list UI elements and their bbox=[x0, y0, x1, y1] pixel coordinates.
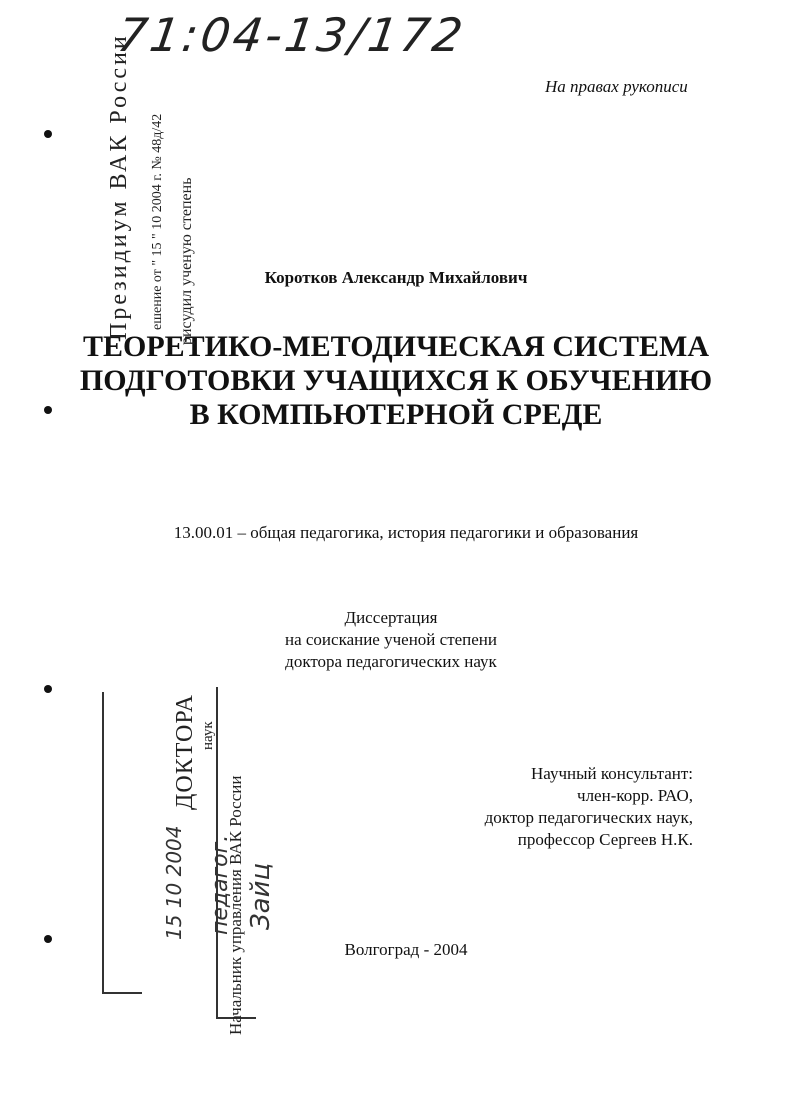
stamp-decision: ешение от " 15 " 10 2004 г. № 48д/42 bbox=[150, 113, 165, 330]
margin-bullet bbox=[44, 685, 52, 693]
dissertation-title bbox=[60, 330, 732, 432]
handwritten-signature: Зайц bbox=[246, 862, 276, 930]
stamp-head: Начальник управления ВАК России bbox=[226, 775, 245, 1035]
stamp-conferred: рисудил ученую степень bbox=[178, 177, 195, 345]
scientific-consultant bbox=[440, 763, 693, 851]
title-line: ТЕОРЕТИКО-МЕТОДИЧЕСКАЯ СИСТЕМА bbox=[82, 330, 710, 363]
rights-note: На правах рукописи bbox=[545, 77, 688, 96]
stamp-science: наук bbox=[200, 721, 216, 750]
consultant-line: член-корр. РАО, bbox=[577, 786, 693, 805]
consultant-line: Научный консультант: bbox=[531, 764, 693, 783]
degree-line: на соискание ученой степени bbox=[284, 630, 498, 649]
degree-line: Диссертация bbox=[344, 608, 438, 627]
stamp-presidium: Президиум ВАК России bbox=[106, 33, 132, 340]
archive-number: 71:04-13/172 bbox=[114, 8, 469, 62]
consultant-line: доктор педагогических наук, bbox=[484, 808, 693, 827]
degree-line: доктора педагогических наук bbox=[285, 652, 497, 671]
margin-bullet bbox=[44, 130, 52, 138]
author-name: Коротков Александр Михайлович bbox=[264, 268, 528, 287]
handwritten-field: педагог. bbox=[208, 834, 233, 935]
stamp-degree: ДОКТОРА bbox=[172, 694, 198, 810]
stamp-frame bbox=[102, 692, 104, 992]
handwritten-date: 15 10 2004 bbox=[162, 825, 186, 940]
dissertation-degree bbox=[0, 607, 782, 673]
city-year: Волгоград - 2004 bbox=[344, 940, 468, 959]
title-line: ПОДГОТОВКИ УЧАЩИХСЯ К ОБУЧЕНИЮ bbox=[79, 364, 713, 397]
consultant-line: профессор Сергеев Н.К. bbox=[517, 830, 693, 849]
margin-bullet bbox=[44, 406, 52, 414]
stamp-frame bbox=[102, 992, 142, 994]
specialty-code: 13.00.01 – общая педагогика, история педагогики и образования bbox=[173, 523, 639, 542]
title-line: В КОМПЬЮТЕРНОЙ СРЕДЕ bbox=[189, 398, 603, 431]
